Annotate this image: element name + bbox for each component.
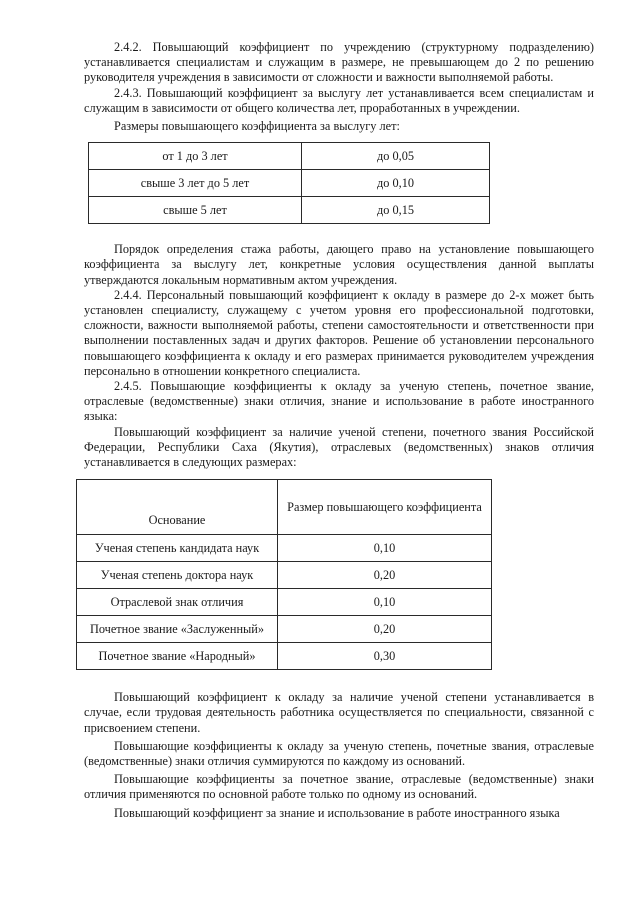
size-header: Размер повышающего коэффициента [278,480,492,535]
table-row [77,562,492,589]
seniority-procedure: Порядок определения стажа работы, дающего право на установление повышающего коэффициента за выслугу лет, конкретные условия осуществления данной выплаты утверждаются локальным нормативным актом учреждения. [84,242,594,287]
basis-cell: Почетное звание «Заслуженный» [77,616,278,643]
paragraph-2-4-5: 2.4.5. Повышающие коэффициенты к окладу за ученую степень, почетное звание, отраслевые (ведомственные) знаки отличия, знание и использование в работе иностранного языка: [84,379,594,424]
basis-cell: Ученая степень доктора наук [77,562,278,589]
bonus-table [76,479,492,670]
table-row [89,143,490,170]
table-row [77,643,492,670]
table-row [89,170,490,197]
table-header-row [77,480,492,535]
seniority-value-cell: до 0,10 [302,170,490,197]
seniority-table [88,142,490,224]
seniority-value-cell: до 0,15 [302,197,490,224]
summed-paragraph: Повышающие коэффициенты к окладу за ученую степень, почетные звания, отраслевые (ведомственные) знаки отличия суммируются по каждому из оснований. [84,738,594,769]
basis-cell: Отраслевой знак отличия [77,589,278,616]
seniority-intro: Размеры повышающего коэффициента за выслугу лет: [114,119,400,134]
seniority-range-cell: свыше 3 лет до 5 лет [89,170,302,197]
basis-header: Основание [77,480,278,535]
seniority-value-cell: до 0,05 [302,143,490,170]
table-row [77,616,492,643]
basis-cell: Ученая степень кандидата наук [77,535,278,562]
value-cell: 0,10 [278,589,492,616]
degree-paragraph: Повышающий коэффициент к окладу за наличие ученой степени устанавливается в случае, если трудовая деятельность работника осуществляется по специальности, связанной с присвоением степени. [84,690,594,735]
value-cell: 0,10 [278,535,492,562]
language-paragraph: Повышающий коэффициент за знание и использование в работе иностранного языка [114,805,560,820]
seniority-range-cell: свыше 5 лет [89,197,302,224]
value-cell: 0,20 [278,616,492,643]
paragraph-2-4-3: 2.4.3. Повышающий коэффициент за выслугу лет устанавливается всем специалистам и служащим в зависимости от общего количества лет, проработанных в учреждении. [84,85,594,115]
paragraph-2-4-5-detail: Повышающий коэффициент за наличие ученой степени, почетного звания Российской Федерации, Республики Саха (Якутия), отраслевых (ведомственных) знаков отличия устанавливается в следующих размерах: [84,424,594,470]
value-cell: 0,30 [278,643,492,670]
paragraph-2-4-4: 2.4.4. Персональный повышающий коэффициент к окладу в размере до 2-х может быть установлен специалисту, служащему с учетом уровня его профессиональной подготовки, сложности, важности выполняемой работы, степени самостоятельности и ответственности при выполнении поставленных задач и других факторов. Решение об установлении персонального повышающего коэффициента к окладу и его размерах принимается руководителем учреждения персонально в отношении конкретного специалиста. [84,287,594,378]
table-row [77,589,492,616]
value-cell: 0,20 [278,562,492,589]
main-job-paragraph: Повышающие коэффициенты за почетное звание, отраслевые (ведомственные) знаки отличия применяются по основной работе только по одному из оснований. [84,772,594,802]
seniority-range-cell: от 1 до 3 лет [89,143,302,170]
paragraph-2-4-2: 2.4.2. Повышающий коэффициент по учреждению (структурному подразделению) устанавливается специалистам и служащим в размере, не превышающем до 2 по решению руководителя учреждения в зависимости от сложности и важности выполняемой работы. [84,40,594,85]
table-row [77,535,492,562]
table-row [89,197,490,224]
basis-cell: Почетное звание «Народный» [77,643,278,670]
